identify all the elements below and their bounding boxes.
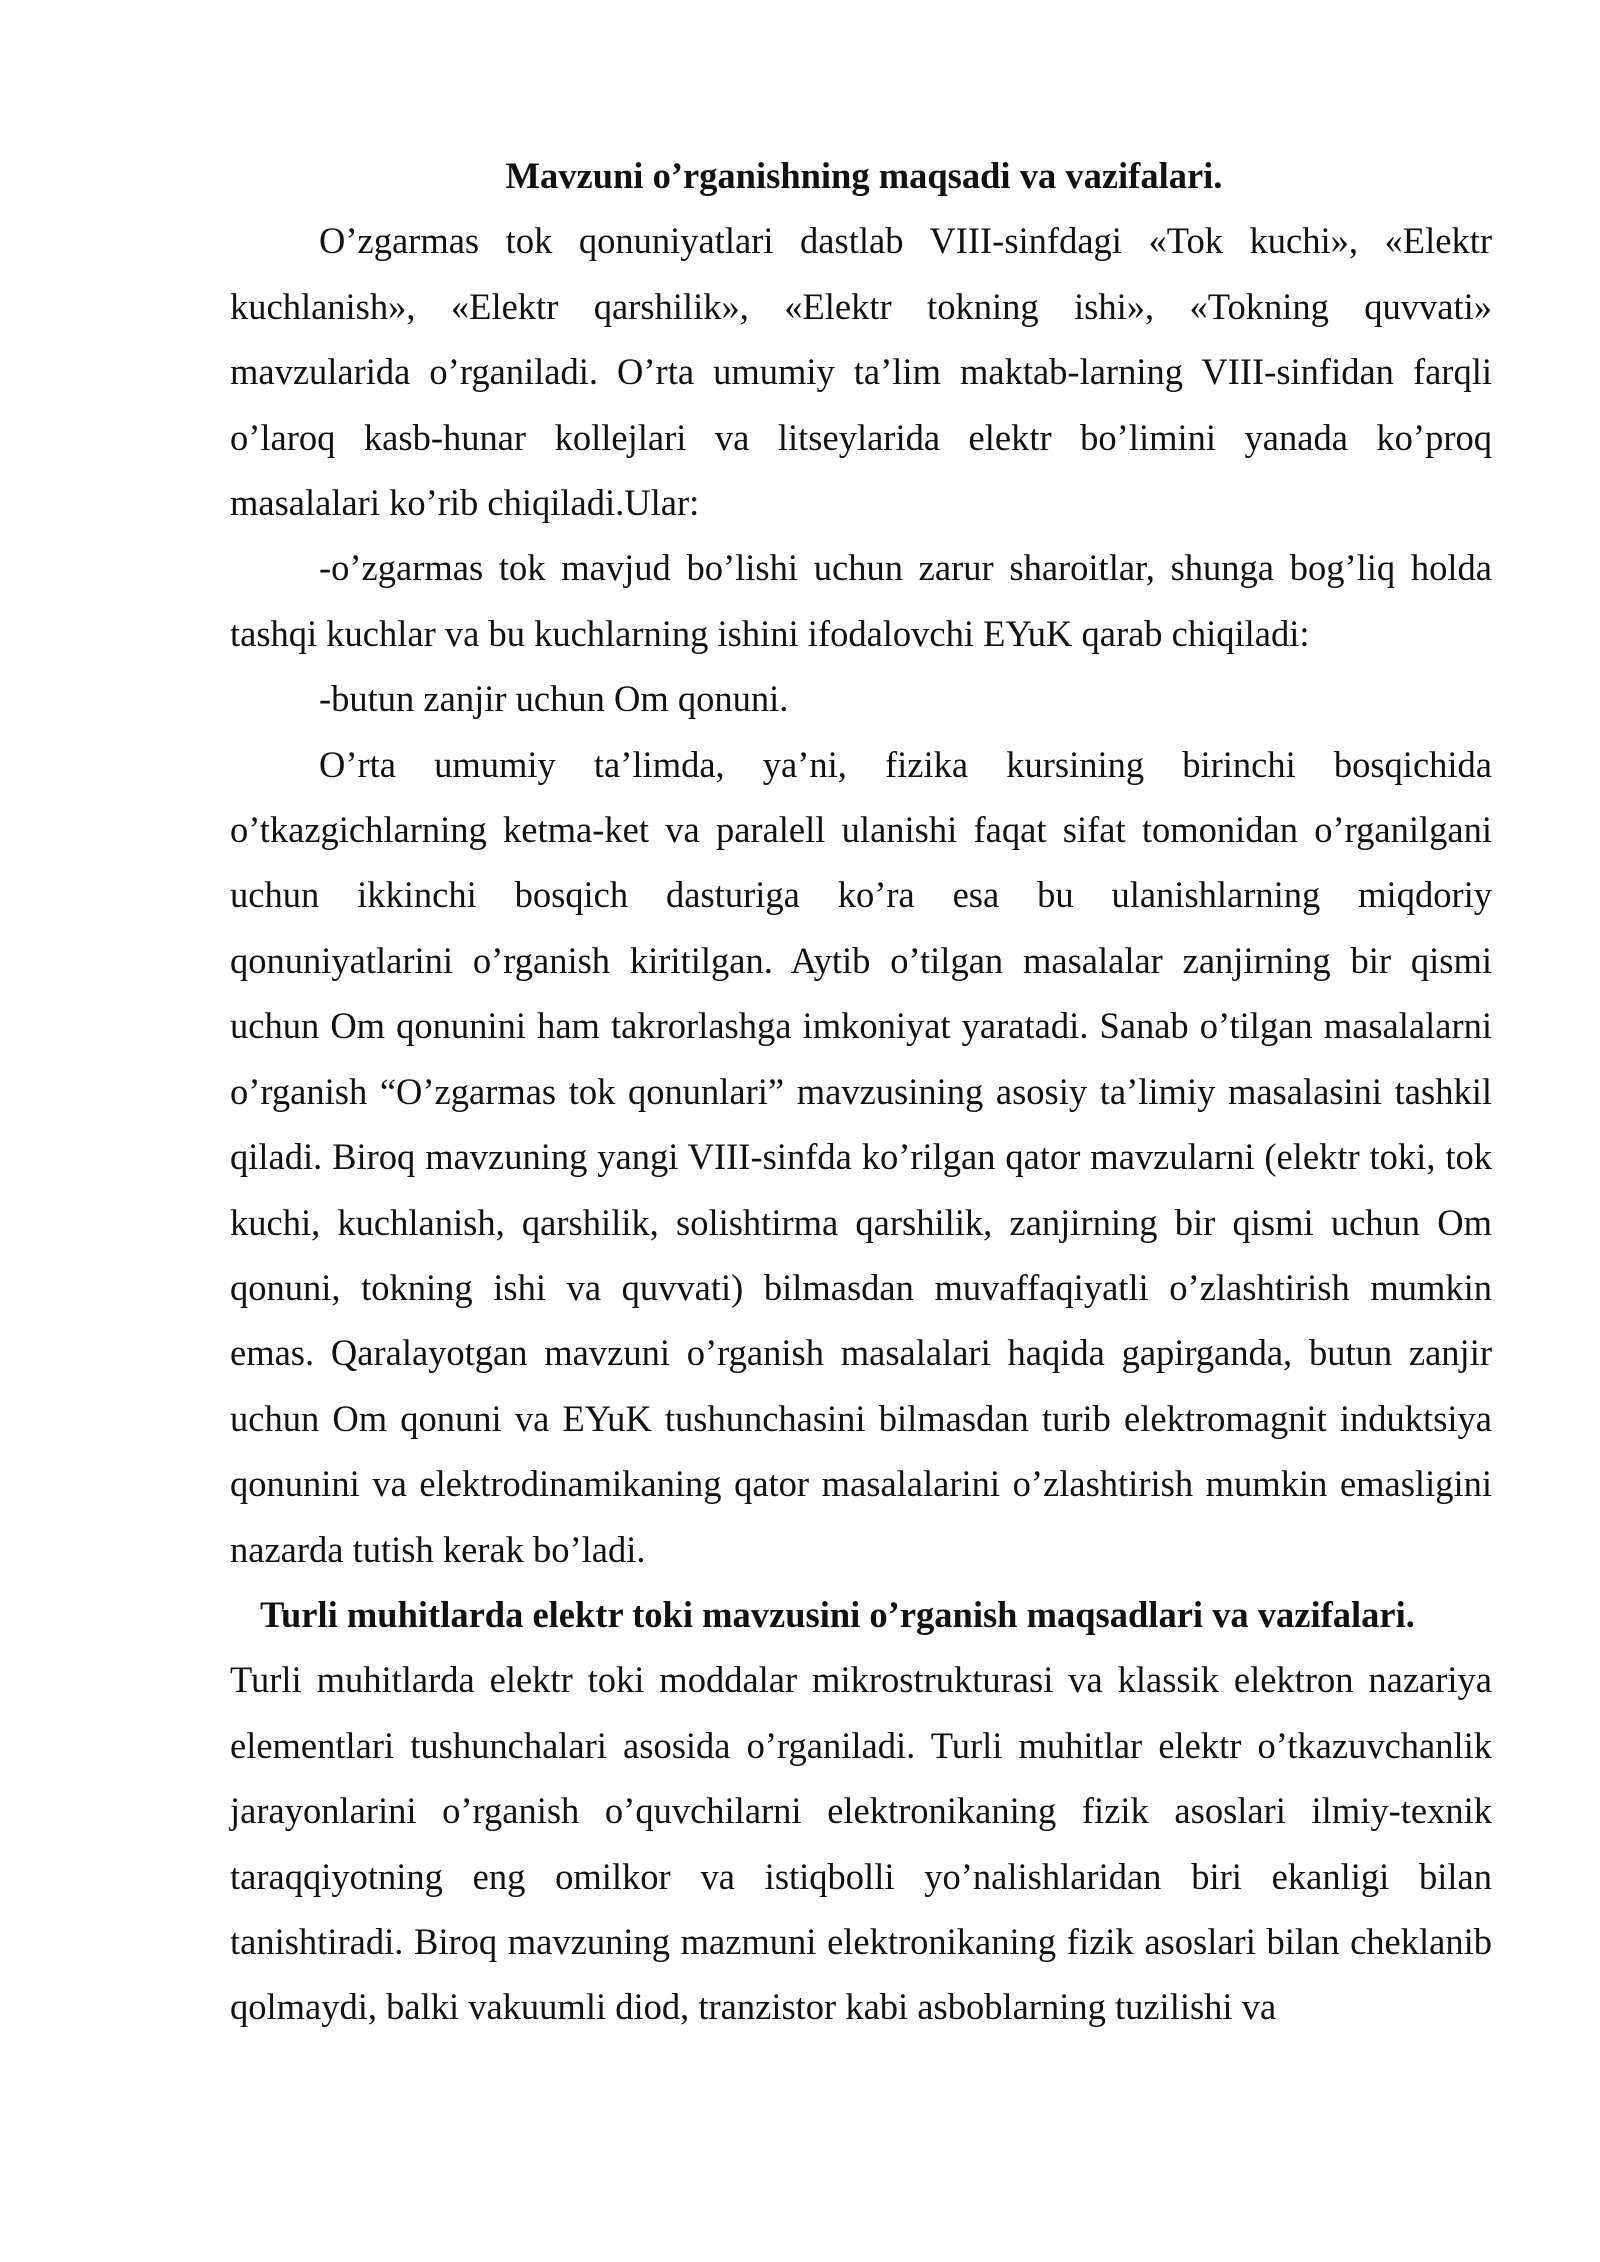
paragraph: O’rta umumiy ta’limda, ya’ni, fizika kursining birinchi bosqichida o’tkazgichlarning ketma-ket va paralell ulanishi faqat sifat tomonidan o’rganilgani uchun ikkinchi bosqich dasturiga ko’ra esa bu ulanishlarning miqdoriy qonuniyatlarini o’rganish kiritilgan. Aytib o’tilgan masalalar zanjirning bir qismi uchun Om qonunini ham takrorlashga imkoniyat yaratadi. Sanab o’tilgan masalalarni o’rganish “O’zgarmas tok qonunlari” mavzusining asosiy ta’limiy masalasini tashkil qiladi. Biroq mavzuning yangi VIII-sinfda ko’rilgan qator mavzularni (elektr toki, tok kuchi, kuchlanish, qarshilik, solishtirma qarshilik, zanjirning bir qismi uchun Om qonuni, tokning ishi va quvvati) bilmasdan muvaffaqiyatli o’zlashtirish mumkin emas. Qaralayotgan mavzuni o’rganish masalalari haqida gapirganda, butun zanjir uchun Om qonuni va EYuK tushunchasini bilmasdan turib elektromagnit induktsiya qonunini va elektrodinamikaning qator masalalarini o’zlashtirish mumkin emasligini nazarda tutish kerak bo’ladi.	[230, 743, 1492, 1570]
section-heading: Mavzuni o’rganishning maqsadi va vazifalari.	[505, 155, 1223, 196]
list-item: -butun zanjir uchun Om qonuni.	[319, 678, 789, 720]
section-heading: Turli muhitlarda elektr toki mavzusini o’rganish maqsadlari va vazifalari.	[260, 1593, 1415, 1635]
paragraph: Turli muhitlarda elektr toki moddalar mikrostrukturasi va klassik elektron nazariya elementlari tushunchalari asosida o’rganiladi. Turli muhitlar elektr o’tkazuvchanlik jarayonlarini o’rganish o’quvchilarni elektronikaning fizik asoslari ilmiy-texnik taraqqiyotning eng omilkor va istiqbolli yo’nalishlaridan biri ekanligi bilan tanishtiradi. Biroq mavzuning mazmuni elektronikaning fizik asoslari bilan cheklanib qolmaydi, balki vakuumli diod, tranzistor kabi asboblarning tuzilishi va	[230, 1659, 1492, 2028]
paragraph: O’zgarmas tok qonuniyatlari dastlab VIII-sinfdagi «Tok kuchi», «Elektr kuchlanish», «Elektr qarshilik», «Elektr tokning ishi», «Tokning quvvati» mavzularida o’rganiladi. O’rta umumiy ta’lim maktab-larning VIII-sinfidan farqli o’laroq kasb-hunar kollejlari va litseylarida elektr bo’limini yanada ko’proq masalalari ko’rib chiqiladi.Ular:	[230, 220, 1492, 524]
list-item: -o’zgarmas tok mavjud bo’lishi uchun zarur sharoitlar, shunga bog’liq holda tashqi kuchlar va bu kuchlarning ishini ifodalovchi EYuK qarab chiqiladi:	[230, 547, 1492, 654]
document-page	[230, 143, 1492, 2040]
